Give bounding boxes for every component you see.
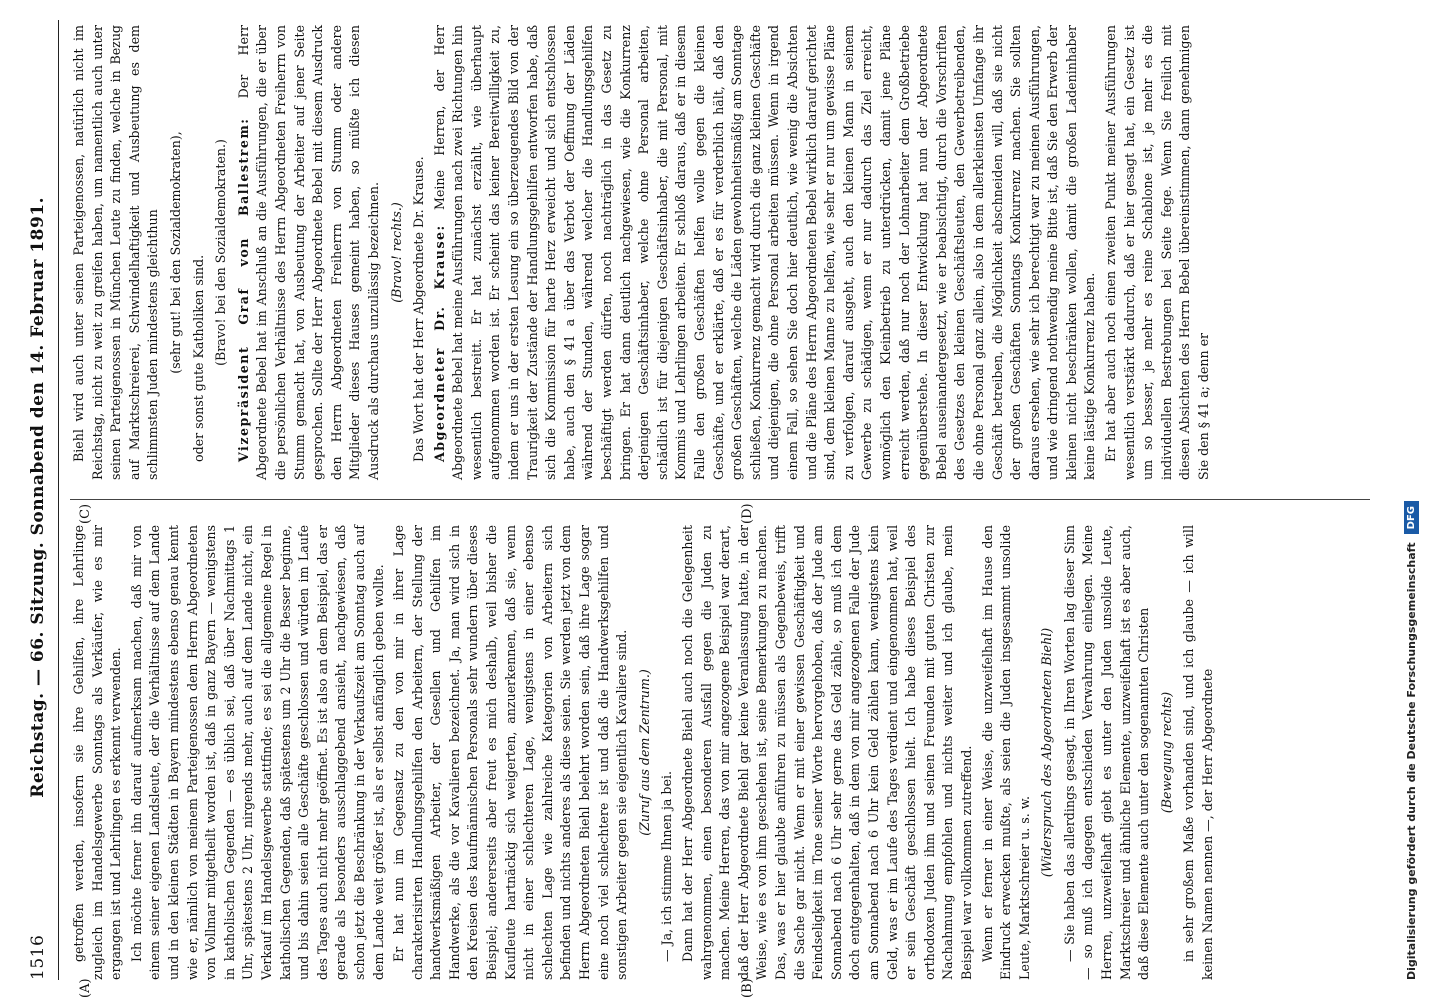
interjection — [167, 25, 186, 480]
paragraph — [70, 25, 163, 480]
paragraph-text: (Bravo! bei den Sozialdemokraten.) — [213, 139, 229, 366]
paragraph-text: — Sie haben das allerdings gesagt, in Ihren Worten lag dieser Sinn — so muß ich dagegen entschieden Verwahrung einlegen. Meine Herren, unzweifelhaft giebt es unter den Juden unsolide Leute, Marktschreier und ähnliche Elemente, unzweifelhaft ist es aber auch, daß diese Elemente auch unter den sogenannten Christen — [1061, 525, 1152, 980]
page-number: 1516 — [28, 934, 48, 980]
paragraph — [431, 25, 1100, 480]
right-column — [70, 25, 1216, 480]
margin-marker-c: (C) — [78, 503, 93, 524]
paragraph — [1180, 525, 1217, 980]
paragraph-text: (sehr gut! bei den Sozialdemokraten), — [167, 131, 183, 374]
paragraph — [235, 25, 384, 480]
margin-marker-a: (A) — [78, 978, 93, 998]
speaker-name: Vizepräsident Graf von Ballestrem: — [235, 117, 251, 462]
interjection — [212, 25, 231, 480]
left-column — [70, 525, 1220, 980]
paragraph — [390, 525, 632, 980]
paragraph-text: Er hat nun im Gegensatz zu den von mir in ihrer Lage charakterisirten Handlungsgehilfen den Arbeitern, der Stellung der handwerksmäßigen Arbeiter, der Gesellen und Gehilfen im Handwerke, als die vor Kavalieren bezeichnet. Ja, man wird sich in den Kreisen des kaufmännischen Personals sehr wundern über dieses Beispiel; andererseits aber freut es mich deshalb, weil bisher die Kaufleute hartnäckig sich weigerten, anzuerkennen, daß sie, wenn nicht in einer schlechteren Lage, wenigstens in einer ebenso schlechten Lage wie zahlreiche Kategorien von Arbeitern sich befinden und nichts anderes als diese seien. Sie werden jetzt von dem Herrn Abgeordneten Biehl belehrt worden sein, daß ihre Lage sogar eine noch viel schlechtere ist und daß die Handwerksgehilfen und sonstigen Arbeiter gegen sie eigentlich Kavaliere sind. — [391, 525, 630, 980]
paragraph-text: (Bravo! rechts.) — [388, 202, 404, 303]
paragraph-text: Biehl wird auch unter seinen Parteigenossen, natürlich nicht im Reichstag, nicht zu weit zu greifen haben, um namentlich auch unter seinen Parteigenossen in München Leute zu finden, welche in Bezug auf Marktschreierei, Schwindelhaftigkeit und Ausbeutung es dem schlimmsten Juden mindestens gleichthun — [71, 25, 161, 480]
speaker-name: Abgeordneter Dr. Krause: — [431, 224, 447, 462]
digitization-credit — [1396, 20, 1426, 980]
paragraph — [410, 25, 429, 480]
interjection — [636, 525, 655, 980]
paragraph-text: Er hat aber auch noch einen zweiten Punkt meiner Ausführungen wesentlich verstärkt dadurch, daß er hier gesagt hat, ein Gesetz ist um so besser, je mehr es reine Schablone ist, je mehr es die individuellen Bestrebungen bei Seite fege. Wenn Sie freilich mit diesen Absichten des Herrn Bebel übereinstimmen, dann genehmigen Sie den § 41 a; denn er — [1103, 25, 1212, 480]
paragraph-text: (Zuruf aus dem Zentrum.) — [636, 669, 652, 836]
paragraph-text: Ich möchte ferner ihn darauf aufmerksam machen, daß mir von einem seiner eigenen Landsleute, der die Verhältnisse auf dem Lande und in den kleinen Städten in Bayern mindestens ebenso genau kennt wie er, nämlich von meinem Parteigenossen dem Herrn Abgeordneten von Vollmar mitgetheilt worden ist, daß in ganz Bayern — wenigstens in katholischen Gegenden — es üblich sei, daß über Nachmittags 1 Uhr, spätestens 2 Uhr, nirgends mehr, auch auf dem Lande nicht, ein Verkauf im Handelsgewerbe stattfinde; es sei die allgemeine Regel in katholischen Gegenden, daß spätestens um 2 Uhr die Besser beginne, und bis dahin seien alle Geschäfte geschlossen und würden im Laufe des Tages auch nicht mehr geöffnet. Es ist also an dem Beispiel, das er gerade als besonders ausschlaggebend ansieht, nachgewiesen, daß schon jetzt die Beschränkung in der Verkaufszeit am Sonntag auch auf dem Lande weit größer ist, als er selbst anfänglich geben wollte. — [128, 525, 386, 980]
paragraph-text: Wenn er ferner in einer Weise, die unzweifelhaft im Hause den Eindruck erwecken mußte, als seien die Juden insgesammt unsolide Leute, Marktschreier u. s. w. — [979, 525, 1032, 980]
paragraph — [128, 525, 388, 980]
paragraph-text: (Bewegung rechts) — [1158, 691, 1174, 814]
page-title: Reichstag. — 66. Sitzung. Sonnabend den 14. Februar 1891. — [28, 196, 48, 798]
paragraph-text: getroffen werden, insofern sie ihre Gehilfen, ihre Lehrlinge zugleich im Handelsgewerbe Sonntags als Verkäufer, wie es mir ergangen ist und Lehrlingen es erkennt verwenden. — [71, 525, 124, 980]
paragraph-text: Das Wort hat der Herr Abgeordnete Dr. Krause. — [411, 156, 427, 462]
paragraph-text: Dann hat der Herr Abgeordnete Biehl auch noch die Gelegenheit wahrgenommen, einen besonderen Ausfall gegen die Juden zu machen. Meine Herren, das von mir angezogene Beispiel war derart, daß der Herr Abgeordnete Biehl gar keine Veranlassung hatte, in der Weise, wie es von ihm geschehen ist, seine Bemerkungen zu machen. Das, was er hier glaubte anführen zu müssen als Gegenbeweis, trifft die Sache gar nicht. Wenn er mit einer gewissen Geschäftigkeit und Feindseligkeit im Tone seiner Worte hervorgehoben, daß der Jude am Sonnabend nach 6 Uhr sehr gerne das Geld zähle, so muß ich dem doch entgegenhalten, daß in dem von mir angezogenen Falle der Jude am Sonnabend nach 6 Uhr kein Geld zählen kann, wenigstens kein Geld, was er im Laufe des Tages verdient und eingenommen hat, weil er sein Geschäft geschlossen hielt. Ich habe dieses Beispiel des orthodoxen Juden ihm und seinen Freunden mit guten Christen zur Nachahmung empfohlen und nichts weiter und ich glaube, mein Beispiel war vollkommen zutreffend. — [680, 525, 974, 980]
paragraph — [979, 525, 1035, 980]
paragraph — [679, 525, 977, 980]
margin-marker-d: (D) — [740, 503, 755, 524]
paragraph — [190, 25, 209, 480]
paragraph-text: (Widerspruch des Abgeordneten Biehl) — [1039, 627, 1055, 878]
interjection — [1158, 525, 1177, 980]
paragraph-text: oder sonst gute Katholiken sind. — [190, 254, 206, 462]
interjection — [388, 25, 407, 480]
paragraph-text: Der Herr Abgeordnete Bebel hat im Anschluß an die Ausführungen, die er über die persönlichen Verhältnisse des Herrn Abgeordneten Freiherrn von Stumm gemacht hat, von Ausbeutung der Arbeiter auf jener Seite gesprochen. Sollte der Herr Abgeordnete Bebel mit diesem Ausdruck den Herrn Abgeordneten Freiherrn von Stumm oder andere Mitglieder dieses Hauses gemeint haben, so müßte ich diesen Ausdruck als durchaus unzulässig bezeichnen. — [235, 25, 381, 480]
interjection — [1038, 525, 1057, 980]
credit-text: Digitalisierung gefördert durch die Deutsche Forschungsgemeinschaft — [1404, 542, 1418, 980]
running-head — [24, 20, 52, 980]
paragraph — [1061, 525, 1154, 980]
paragraph — [1102, 25, 1214, 480]
column-divider — [70, 499, 1370, 500]
paragraph-text: Meine Herren, der Herr Abgeordnete Bebel hat meine Ausführungen nach zwei Richtungen hin wesentlich bestreitt. Er hat zunächst erzählt, wie überhaupt aufgenommen worden ist. Er scheint das keiner Bereitwilligkeit zu, indem er uns in der ersten Lesung ein so überzeugendes Bild von der Traurigkeit der Zustände der Handlungsgehilfen entworfen habe, daß sich die Kommission für harte Herz erweicht und sich entschlossen habe, auch den § 41 a über das Verbot der Oeffnung der Läden während der Stunden, während welcher die Handlungsgehilfen beschäftigt werden dürfen, noch nachträglich in das Gesetz zu bringen. Er hat dann deutlich nachgewiesen, wie die Konkurrenz derjenigen Geschäftsinhaber, welche ohne Personal arbeiten, schädlich ist für diejenigen Geschäftsinhaber, die mit Personal, mit Kommis und Lehrlingen arbeiten. Er schloß daraus, daß er in diesem Falle den großen Geschäften helfen wolle gegen die kleinen Geschäfte, und er erklärte, daß er es für verderblich hält, daß den großen Geschäften, welche die Läden gewohnheitsmäßig am Sonntage schließen, Konkurrenz gemacht wird durch die ganz kleinen Geschäfte und diejenigen, die ohne Personal arbeiten müssen. Wenn in irgend einem Fall, so sehen Sie doch hier deutlich, wie wenig die Absichten und die Pläne des Herrn Abgeordneten Bebel wirklich darauf gerichtet sind, dem kleinen Manne zu helfen, wie sehr er nur um gewisse Pläne zu verfolgen, darauf ausgeht, auch den kleinen Mann in seinem Gewerbe zu schädigen, wenn er nur dadurch das Ziel erreicht, womöglich den Kleinbetrieb zu unterdrücken, damit jene Pläne erreicht werden, daß nur noch der Lohnarbeiter dem Großbetriebe gegenüberstehe. In dieser Entwicklung hat nun der Abgeordnete Bebel auseinandergesetzt, wie er beabsichtigt, durch die Vorschriften des Gesetzes den kleinen Geschäftsleuten, den Gewerbetreibenden, die ohne Personal ganz allein, also in dem allerkleinsten Umfange ihr Geschäft betreiben, die Möglichkeit abschneiden will, daß sie nicht der großen Geschäften Sonntags Konkurrenz machen. Sie sollten daraus ersehen, wie sehr ich berechtigt war zu meinen Ausführungen, und wie dringend nothwendig meine Bitte ist, daß Sie den Erwerb der kleinen nicht beschränken wollen, damit die großen Ladeninhaber keine lästige Konkurrenz haben. — [431, 25, 1098, 480]
margin-marker-b: (B) — [740, 978, 755, 998]
paragraph-text: — Ja, ich stimme Ihnen ja bei. — [659, 771, 675, 962]
header-rule — [58, 20, 59, 980]
paragraph — [658, 525, 677, 980]
paragraph-text: in sehr großem Maße vorhanden sind, und ich glaube — ich will keinen Namen nennen —, der Herr Abgeordnete — [1181, 525, 1216, 980]
paragraph — [70, 525, 126, 980]
dfg-logo: DFG — [1404, 501, 1419, 534]
